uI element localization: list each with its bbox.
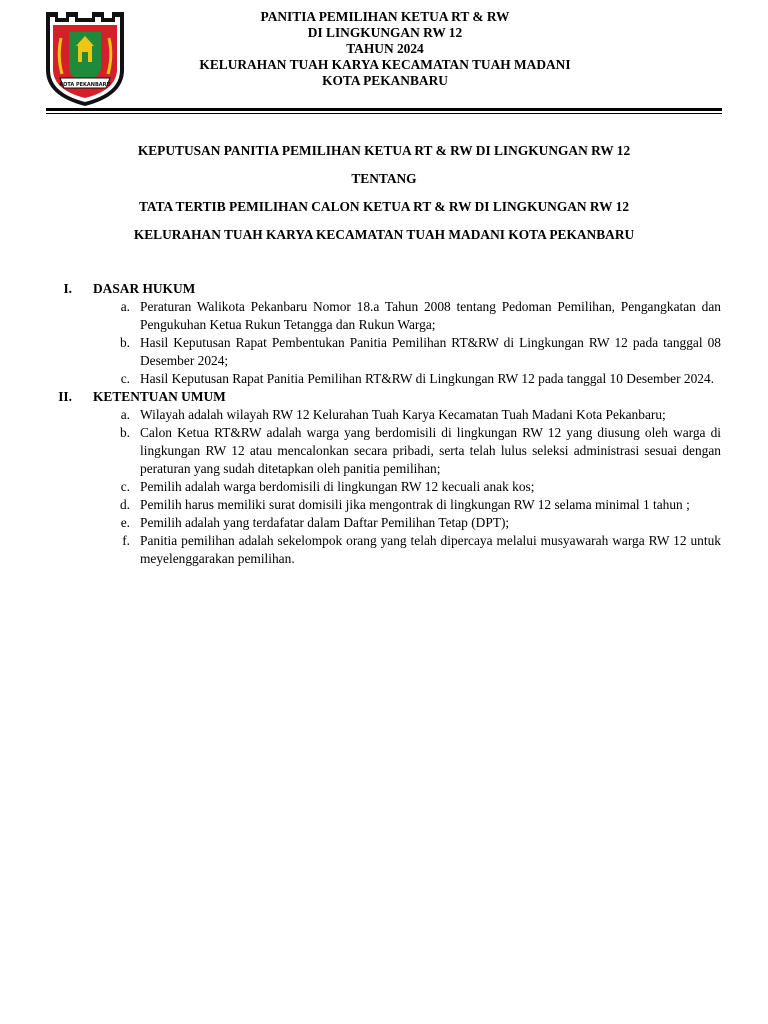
letterhead-line: TAHUN 2024	[346, 41, 424, 56]
list-item	[0, 334, 768, 370]
letterhead-divider-thin	[46, 113, 722, 114]
item-letter: f.	[122, 533, 130, 548]
section-number: II.	[58, 389, 72, 404]
item-letter: c.	[120, 479, 130, 494]
item-letter: c.	[120, 371, 130, 386]
list-item	[0, 406, 768, 424]
city-emblem-logo	[44, 8, 126, 108]
letterhead-line: KOTA PEKANBARU	[322, 73, 448, 88]
list-item	[0, 496, 768, 514]
item-letter: b.	[119, 335, 130, 350]
item-text: Peraturan Walikota Pekanbaru Nomor 18.a Tahun 2008 tentang Pedoman Pemilihan, Pengangkatan dan Pengukuhan Ketua Rukun Tetangga dan Rukun Warga;	[140, 299, 721, 332]
document-body	[0, 280, 768, 568]
item-text: Wilayah adalah wilayah RW 12 Kelurahan Tuah Karya Kecamatan Tuah Madani Kota Pekanbaru;	[140, 407, 666, 422]
section-ketentuan-umum	[0, 388, 768, 568]
section-number: I.	[63, 281, 72, 296]
list-item	[0, 424, 768, 478]
section-heading	[0, 388, 768, 406]
decree-title-line: KEPUTUSAN PANITIA PEMILIHAN KETUA RT & RW DI LINGKUNGAN RW 12	[137, 143, 631, 158]
item-text: Pemilih adalah warga berdomisili di lingkungan RW 12 kecuali anak kos;	[140, 479, 535, 494]
section-dasar-hukum	[0, 280, 768, 388]
item-text: Hasil Keputusan Rapat Panitia Pemilihan RT&RW di Lingkungan RW 12 pada tanggal 10 Desember 2024.	[140, 371, 715, 386]
letterhead-line: KELURAHAN TUAH KARYA KECAMATAN TUAH MADANI	[199, 57, 571, 72]
letterhead-divider-thick	[46, 108, 722, 111]
section-title: DASAR HUKUM	[93, 281, 196, 296]
section-item-list	[0, 406, 768, 568]
letterhead	[140, 9, 630, 89]
item-text: Pemilih adalah yang terdafatar dalam Daftar Pemilihan Tetap (DPT);	[140, 515, 510, 530]
item-text: Calon Ketua RT&RW adalah warga yang berdomisili di lingkungan RW 12 yang diusung oleh warga di lingkungan RW 12 atau mencalonkan secara pribadi, serta telah lulus seleksi administrasi sesuai dengan peraturan yang sudah ditetapkan oleh panitia pemilihan;	[140, 425, 721, 476]
decree-title-line: KELURAHAN TUAH KARYA KECAMATAN TUAH MADANI KOTA PEKANBARU	[133, 227, 635, 242]
section-item-list	[0, 298, 768, 388]
item-letter: d.	[119, 497, 130, 512]
list-item	[0, 370, 768, 388]
decree-title-line: TENTANG	[351, 171, 417, 186]
section-title: KETENTUAN UMUM	[93, 389, 226, 404]
item-letter: a.	[120, 299, 130, 314]
list-item	[0, 532, 768, 568]
logo-ribbon-text: KOTA PEKANBARU	[59, 82, 111, 88]
list-item	[0, 478, 768, 496]
decree-title-line: TATA TERTIB PEMILIHAN CALON KETUA RT & RW DI LINGKUNGAN RW 12	[138, 199, 630, 214]
list-item	[0, 514, 768, 532]
section-heading	[0, 280, 768, 298]
item-text: Panitia pemilihan adalah sekelompok orang yang telah dipercaya melalui musyawarah warga RW 12 untuk meyelenggarakan pemilihan.	[140, 533, 721, 566]
item-letter: a.	[120, 407, 130, 422]
item-letter: b.	[119, 425, 130, 440]
list-item	[0, 298, 768, 334]
letterhead-line: DI LINGKUNGAN RW 12	[307, 25, 463, 40]
decree-title	[46, 142, 722, 254]
item-letter: e.	[120, 515, 130, 530]
letterhead-line: PANITIA PEMILIHAN KETUA RT & RW	[260, 9, 510, 24]
item-text: Hasil Keputusan Rapat Pembentukan Panitia Pemilihan RT&RW di Lingkungan RW 12 pada tanggal 08 Desember 2024;	[140, 335, 721, 368]
item-text: Pemilih harus memiliki surat domisili jika mengontrak di lingkungan RW 12 selama minimal 1 tahun ;	[140, 497, 690, 512]
